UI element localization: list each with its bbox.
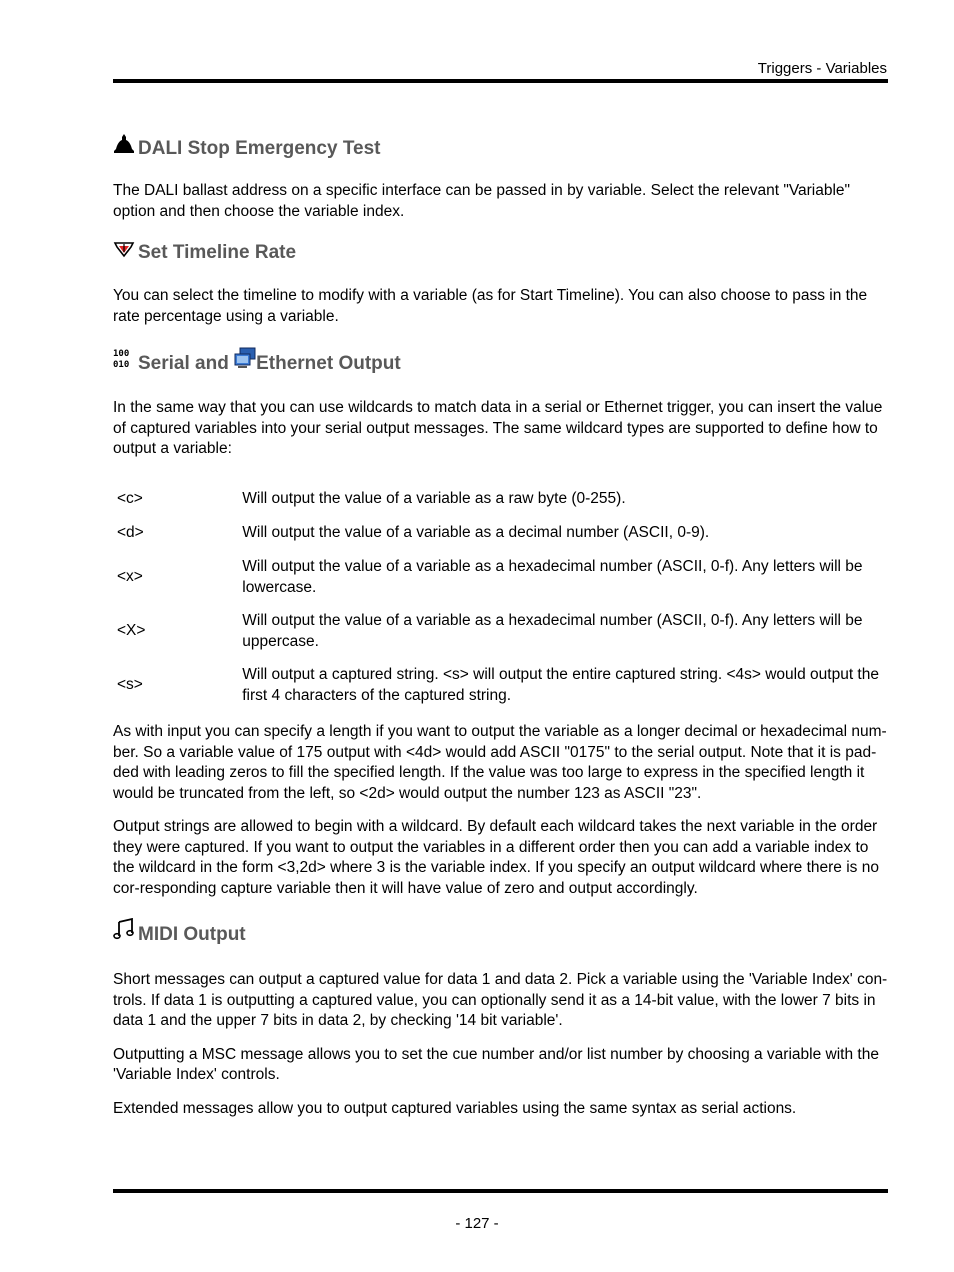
running-header: Triggers - Variables [757, 60, 887, 77]
emergency-bell-icon [113, 133, 135, 160]
section-paragraph: As with input you can specify a length if you want to output the variable as a longer decimal or hexadecimal num-ber. So a variable value of 175 output with <4d> would add ASCII "0175" to the serial output. Note that it is pad-ded with leading zeros to fill the specified length. If the value was too large to express in the specified length it would be truncated from the left, so <2d> would output the number 123 as ASCII "23". [113, 723, 887, 802]
section-serial-ethernet-output [113, 347, 888, 713]
section-paragraph: Outputting a MSC message allows you to set the cue number and/or list number by choosing a variable with the 'Variable Index' controls. [113, 1045, 879, 1083]
table-row [113, 517, 888, 551]
wildcard-description: Will output the value of a variable as a hexadecimal number (ASCII, 0-f). Any letters will be lowercase. [242, 558, 863, 596]
section-title: MIDI Output [138, 924, 246, 945]
page-number: - 127 - [455, 1215, 499, 1232]
wildcard-description: Will output the value of a variable as a hexadecimal number (ASCII, 0-f). Any letters will be uppercase. [242, 612, 863, 650]
section-paragraph: Extended messages allow you to output captured variables using the same syntax as serial actions. [113, 1099, 797, 1117]
wildcard-table [113, 483, 888, 713]
section-heading [113, 133, 888, 160]
svg-text:010: 010 [113, 360, 130, 369]
section-set-timeline-rate [113, 240, 888, 327]
table-row [113, 659, 888, 713]
wildcard-code: <x> [117, 568, 143, 586]
wildcard-description: Will output the value of a variable as a raw byte (0-255). [242, 490, 626, 508]
footer-rule [113, 1189, 888, 1193]
table-row [113, 551, 888, 605]
section-paragraph: Output strings are allowed to begin with a wildcard. By default each wildcard takes the next variable in the order they were captured. If you want to output the variables in a different order then you can add a variable index to the wildcard in the form <3,2d> where 3 is the variable index. If you specify an output wildcard where there is no cor-responding capture variable then it will have value of zero and output accordingly. [113, 818, 879, 897]
serial-binary-icon [113, 347, 135, 375]
timeline-rate-icon [113, 240, 135, 264]
wildcard-description: Will output a captured string. <s> will output the entire captured string. <4s> would output the first 4 characters of the captured string. [242, 666, 879, 704]
table-row [113, 483, 888, 517]
section-title: DALI Stop Emergency Test [138, 138, 381, 159]
music-note-icon [113, 918, 135, 946]
wildcard-code: <d> [117, 524, 144, 542]
serial-paragraphs [113, 722, 888, 899]
header-rule [113, 79, 888, 83]
ethernet-network-icon [234, 347, 256, 375]
section-title: Set Timeline Rate [138, 242, 297, 263]
wildcard-description: Will output the value of a variable as a decimal number (ASCII, 0-9). [242, 524, 710, 542]
table-row [113, 605, 888, 659]
section-heading [113, 240, 888, 264]
wildcard-code: <X> [117, 622, 146, 640]
section-heading [113, 918, 888, 946]
wildcard-code: <c> [117, 490, 143, 508]
section-heading [113, 347, 888, 375]
wildcard-code: <s> [117, 676, 143, 694]
section-title-part2: Ethernet Output [256, 353, 401, 374]
section-dali-stop-emergency-test [113, 133, 888, 222]
section-paragraph: You can select the timeline to modify with a variable (as for Start Timeline). You can also choose to pass in the rate percentage using a variable. [113, 287, 868, 325]
section-title-part1: Serial and [138, 353, 235, 374]
section-intro: In the same way that you can use wildcards to match data in a serial or Ethernet trigger, you can insert the value of captured variables into your serial output messages. The same wildcard types are supported to define how to output a variable: [113, 399, 883, 457]
section-midi-output [113, 918, 888, 1119]
section-paragraph: Short messages can output a captured value for data 1 and data 2. Pick a variable using the 'Variable Index' con-trols. If data 1 is outputting a captured value, you can optionally send it as a 14-bit value, with the lower 7 bits in data 1 and the upper 7 bits in data 2, by checking '14 bit variable'. [113, 971, 888, 1029]
section-paragraph: The DALI ballast address on a specific interface can be passed in by variable. Select the relevant "Variable" option and then choose the variable index. [113, 182, 851, 220]
svg-text:100: 100 [113, 349, 130, 359]
